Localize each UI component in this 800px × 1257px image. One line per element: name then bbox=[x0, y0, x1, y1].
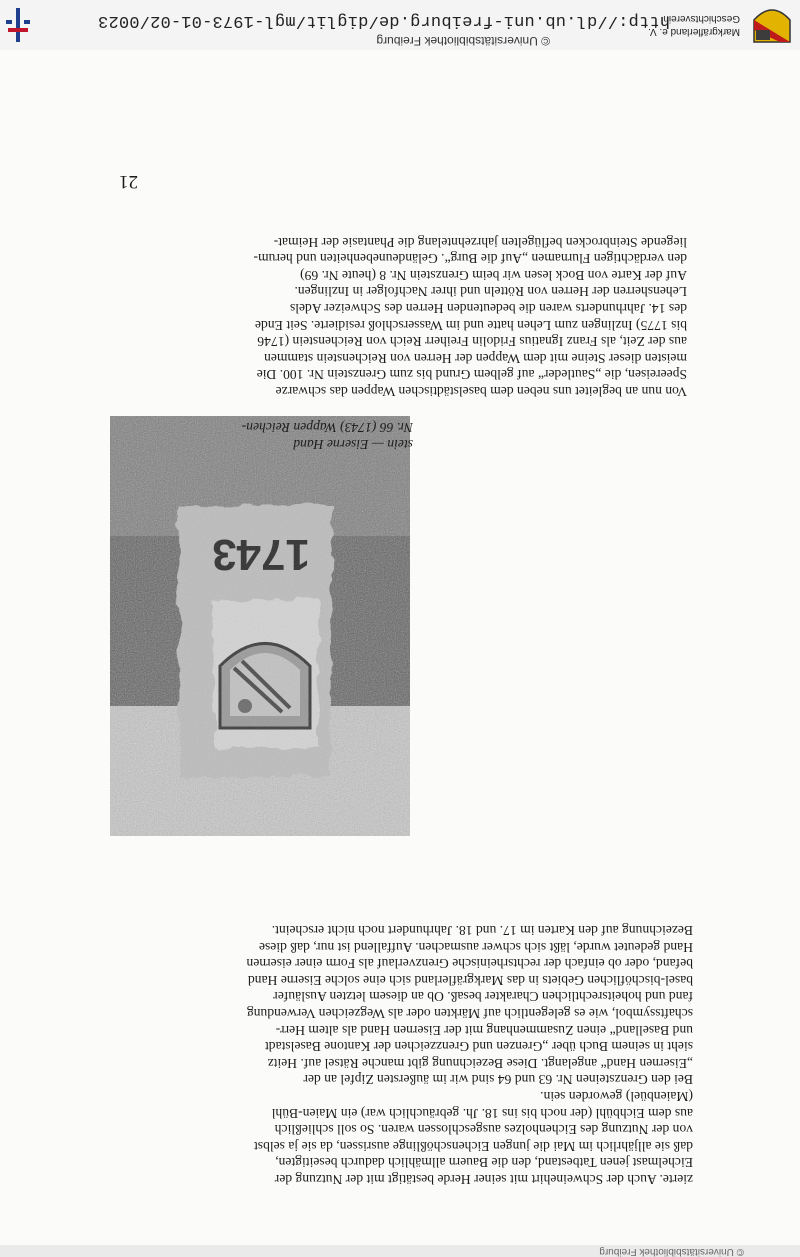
bottom-status-strip bbox=[0, 1245, 800, 1257]
caption-line-2: stein — Eiserne Hand bbox=[293, 437, 413, 452]
paragraph-bottom-line: befand, oder ob einfach der rechtsrheinische Grenzverlauf als Form einer eisernen bbox=[246, 956, 693, 972]
document-url[interactable]: http://dl.ub.uni-freiburg.de/diglit/mgl-1973-01-02/0023 bbox=[97, 11, 670, 30]
paragraph-top-line: bis 1775) Inzlingen zum Lehen hatte und im Wasserschloß residierte. Seit Ende bbox=[254, 317, 687, 333]
bottom-strip-left-text: © Universitätsbibliothek Freiburg bbox=[599, 1246, 744, 1257]
boundary-stone-photo bbox=[110, 416, 410, 836]
paragraph-bottom-line: basel-bischöflichen Gebiets in das Markgräflerland sich eine solche Eiserne Hand bbox=[247, 972, 693, 988]
paragraph-top-line: Von nun an begleitet uns neben dem baselstädtischen Wappen das schwarze bbox=[275, 384, 687, 399]
paragraph-bottom-line: zierte. Auch der Schweinehirt mit seiner Herde bestätigt mit der Nutzung der bbox=[274, 1172, 693, 1187]
paragraph-top-line: Lehensherren der Herren von Rötteln und ihrer Nachfolger in Inzlingen. bbox=[294, 284, 687, 300]
paragraph-top-line: Speereisen, die „Sautleder“ auf gelbem Grund bis zum Grenzstein Nr. 100. Die bbox=[256, 367, 687, 383]
society-coat-of-arms-icon bbox=[752, 4, 792, 44]
paragraph-bottom-line: „Eisernen Hand“ angelangt. Diese Bezeichnung gibt manche Rätsel auf. Heitz bbox=[267, 1055, 693, 1071]
paragraph-top-line: Auf der Karte von Bock lesen wir beim Grenzstein Nr. 8 (heute Nr. 69) bbox=[300, 267, 687, 283]
paragraph-top-line: liegende Steinbrocken beflügelten jahrzehntelang die Phantasie der Heimat- bbox=[273, 234, 687, 250]
paragraph-top-line: aus der Zeit, als Franz Ignatius Fridolin Freiherr Reich von Reichenstein (1746 bbox=[257, 334, 687, 350]
paragraph-bottom-line: aus dem Eichbühl (der noch bis ins 18. Jh. gebräuchlich war) ein Maien-Bühl bbox=[271, 1105, 693, 1121]
paragraph-bottom-line: Bei den Grenzsteinen Nr. 63 und 64 sind wir im äußersten Zipfel an der bbox=[303, 1072, 693, 1088]
society-name bbox=[636, 12, 740, 38]
paragraph-top-line: den verdächtigen Flurnamen „Auf die Burg“. Geländeunebenheiten und herum- bbox=[253, 251, 687, 267]
paragraph-bottom-line: sieht in seinem Buch über „Grenzen und Grenzzeichen der Kantone Baselstadt bbox=[264, 1039, 693, 1055]
stone-year-text: 1743 bbox=[212, 530, 310, 579]
paragraph-top-line: meisten dieser Steine mit dem Wappen der Herren von Reichenstein stammen bbox=[264, 350, 687, 366]
paragraph-bottom bbox=[107, 922, 693, 1188]
society-name-line1: Geschichtsverein bbox=[663, 13, 740, 24]
paragraph-bottom-line: fand und hoheitsrechtlichen Charakter besaß. Ob an diesem letzten Ausläufer bbox=[273, 989, 693, 1005]
paragraph-bottom-line: daß sie alljährlich im Mai die jungen Eichenschößlinge ausrissen, da sie ja selbst bbox=[253, 1138, 693, 1154]
ub-freiburg-logo-icon bbox=[6, 8, 30, 42]
page-number: 21 bbox=[119, 171, 138, 192]
boundary-stone-image bbox=[110, 416, 410, 836]
paragraph-bottom-line: (Maienbüel) geworden sein. bbox=[540, 1089, 693, 1105]
society-name-line2: Markgräflerland e. V. bbox=[648, 26, 740, 37]
paragraph-top-line: des 14. Jahrhunderts waren die bedeutenden Herren des Schweizer Adels bbox=[289, 301, 687, 317]
copyright-notice: © Universitätsbibliothek Freiburg bbox=[376, 34, 550, 48]
viewer-toolbar bbox=[0, 0, 800, 50]
paragraph-bottom-line: von der Nutzung des Eichenholzes ausgeschlossen waren. So soll schließlich bbox=[274, 1122, 693, 1138]
paragraph-top bbox=[107, 233, 687, 399]
paragraph-bottom-line: und Baselland“ einen Zusammenhang mit der Eisernen Hand als altem Herr- bbox=[275, 1022, 693, 1038]
paragraph-bottom-line: Hand gedeutet wurde, läßt sich schwer ausmachen. Auffallend ist nur, daß diese bbox=[258, 939, 693, 955]
photo-caption bbox=[113, 419, 413, 452]
caption-line-1: Nr. 66 (1743) Wappen Reichen- bbox=[241, 420, 413, 436]
paragraph-bottom-line: schaftssymbol, wie es gelegentlich auf Märkten oder als Wegzeichen Verwendung bbox=[246, 1006, 693, 1022]
paragraph-bottom-line: Eichelmast jenen Tatbestand, den die Bauern allmählich dadurch beseitigten, bbox=[275, 1155, 693, 1171]
paragraph-bottom-line: Bezeichnung auf den Karten im 17. und 18. Jahrhundert noch nicht erscheint. bbox=[271, 923, 693, 939]
